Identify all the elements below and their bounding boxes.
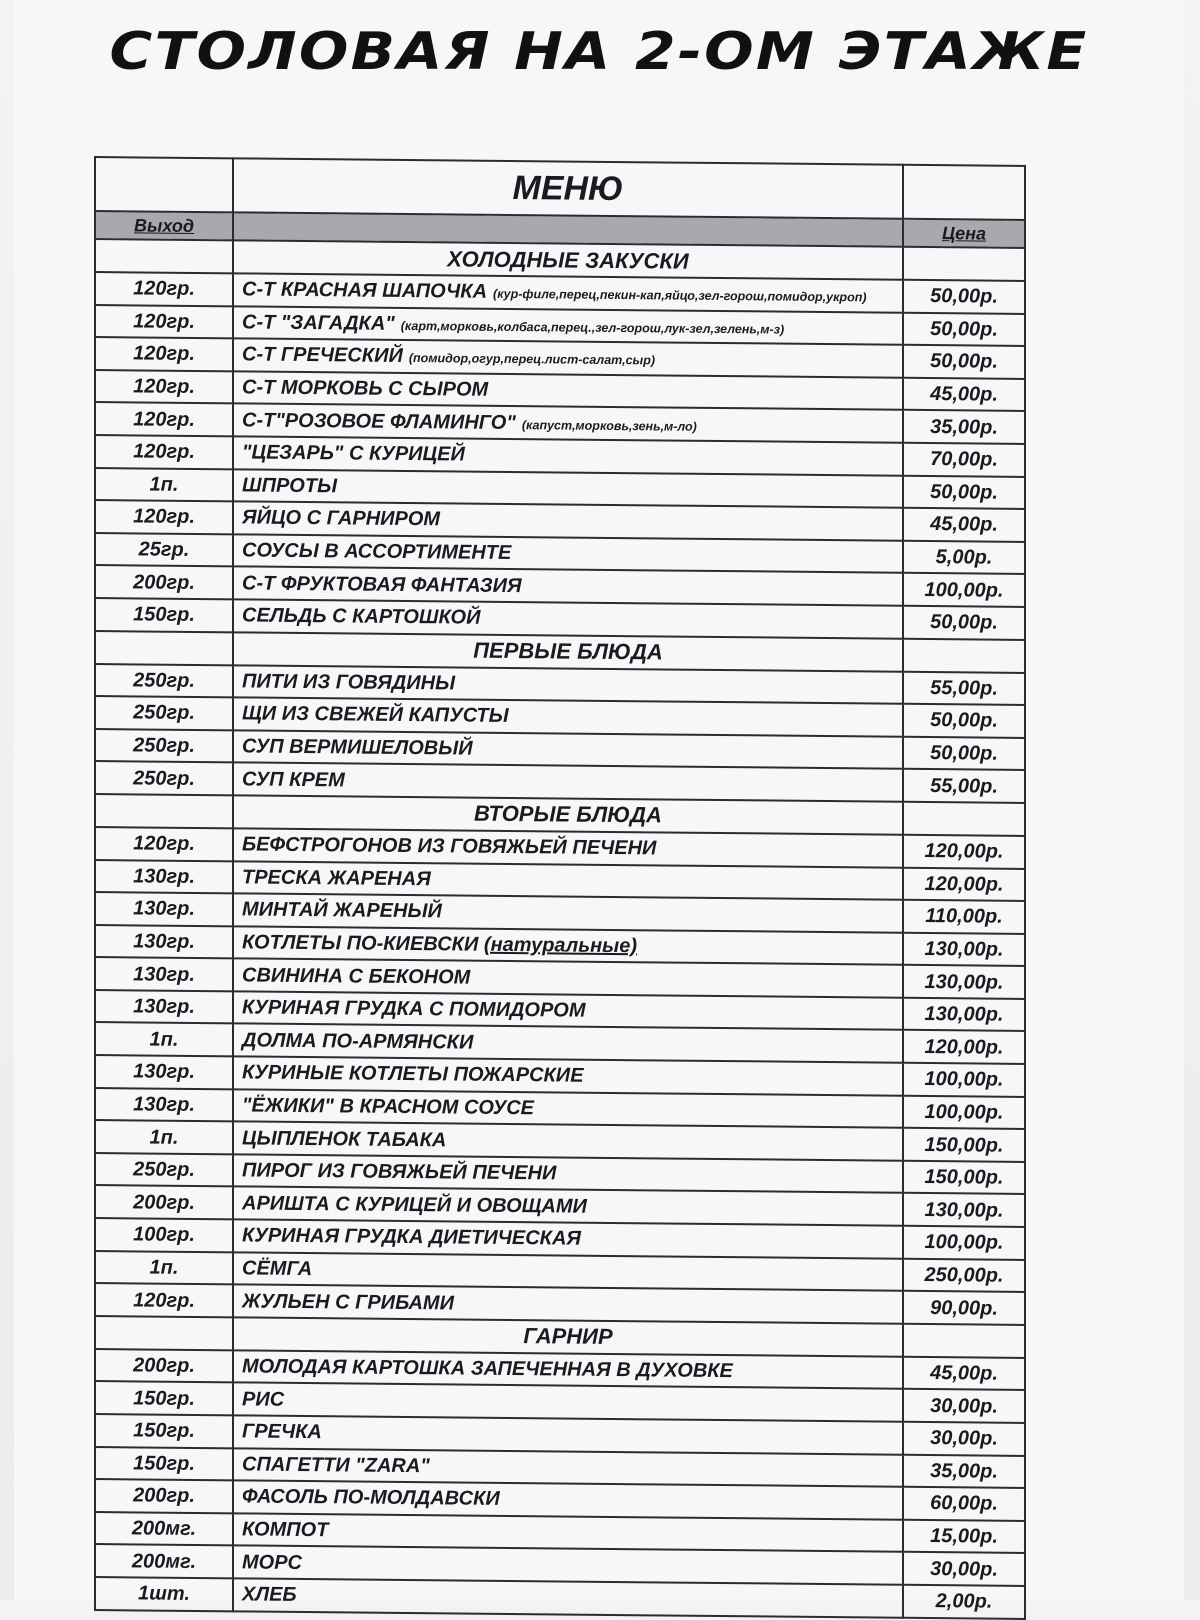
item-output: 120гр. [95, 370, 233, 404]
item-name: КУРИНАЯ ГРУДКА ДИЕТИЧЕСКАЯ [242, 1224, 581, 1251]
menu-title: МЕНЮ [233, 158, 903, 218]
item-output: 200мг. [95, 1544, 233, 1578]
item-name: МОРС [242, 1551, 302, 1574]
item-output: 130гр. [95, 860, 233, 894]
item-price: 120,00р. [903, 835, 1025, 869]
item-output: 120гр. [95, 305, 233, 339]
item-name: ФАСОЛЬ ПО-МОЛДАВСКИ [242, 1485, 500, 1511]
section-title: ГАРНИР [233, 1317, 903, 1356]
section-blank-left [95, 631, 233, 665]
item-price: 50,00р. [903, 475, 1025, 509]
item-name: ЖУЛЬЕН С ГРИБАМИ [242, 1289, 454, 1314]
item-price: 130,00р. [903, 965, 1025, 999]
item-name: С-Т ГРЕЧЕСКИЙ [242, 343, 403, 368]
item-name: МОЛОДАЯ КАРТОШКА ЗАПЕЧЕННАЯ В ДУХОВКЕ [242, 1355, 733, 1383]
paper-sheet [14, 0, 1184, 1613]
item-name: ШПРОТЫ [242, 474, 338, 498]
item-name: КУРИНАЯ ГРУДКА С ПОМИДОРОМ [242, 996, 586, 1022]
item-price: 45,00р. [903, 1357, 1025, 1391]
item-output: 120гр. [95, 272, 233, 306]
item-price: 130,00р. [903, 998, 1025, 1032]
item-name: СУП ВЕРМИШЕЛОВЫЙ [242, 735, 473, 760]
item-ingredients-note: (кур-филе,перец,пекин-кап,яйцо,зел-горош,помидор,укроп) [493, 287, 867, 305]
item-price: 45,00р. [903, 508, 1025, 542]
menu-header-blank-right [903, 165, 1025, 220]
item-dish [233, 1578, 903, 1617]
item-name: ПИРОГ ИЗ ГОВЯЖЬЕЙ ПЕЧЕНИ [242, 1159, 557, 1185]
item-name: РИС [242, 1388, 285, 1411]
item-price: 100,00р. [903, 573, 1025, 607]
item-name: ДОЛМА ПО-АРМЯНСКИ [242, 1029, 474, 1054]
item-price: 50,00р. [903, 736, 1025, 770]
item-price: 100,00р. [903, 1095, 1025, 1129]
item-output: 1п. [95, 1120, 233, 1154]
item-price: 30,00р. [903, 1552, 1025, 1586]
item-price: 100,00р. [903, 1226, 1025, 1260]
section-title: ХОЛОДНЫЕ ЗАКУСКИ [233, 240, 903, 279]
item-output: 130гр. [95, 957, 233, 991]
item-name: СПАГЕТТИ "ZARA" [242, 1453, 430, 1478]
item-output: 130гр. [95, 990, 233, 1024]
item-ingredients-note: (помидор,огур,перец.лист-салат,сыр) [408, 351, 655, 368]
item-name: СУП КРЕМ [242, 768, 345, 792]
item-output: 150гр. [95, 1381, 233, 1415]
item-price: 130,00р. [903, 932, 1025, 966]
item-output: 200гр. [95, 1185, 233, 1219]
item-price: 130,00р. [903, 1193, 1025, 1227]
item-output: 1шт. [95, 1577, 233, 1611]
item-name: С-Т КРАСНАЯ ШАПОЧКА [242, 278, 488, 304]
item-output: 120гр. [95, 827, 233, 861]
item-name: ЩИ ИЗ СВЕЖЕЙ КАПУСТЫ [242, 702, 509, 728]
menu-header-row [95, 157, 1025, 220]
item-price: 50,00р. [903, 704, 1025, 738]
section-blank-left [95, 794, 233, 828]
column-header-price: Цена [903, 219, 1025, 248]
item-price: 60,00р. [903, 1487, 1025, 1521]
item-price: 120,00р. [903, 867, 1025, 901]
item-name: КОТЛЕТЫ ПО-КИЕВСКИ [242, 931, 479, 956]
item-name: ЦЫПЛЕНОК ТАБАКА [242, 1126, 447, 1151]
item-output: 1п. [95, 1251, 233, 1285]
item-price: 50,00р. [903, 312, 1025, 346]
item-price: 50,00р. [903, 280, 1025, 314]
item-name: КОМПОТ [242, 1518, 329, 1542]
item-name: СЁМГА [242, 1257, 313, 1281]
item-output: 120гр. [95, 500, 233, 534]
section-blank-left [95, 239, 233, 273]
item-name: "ЦЕЗАРЬ" С КУРИЦЕЙ [242, 441, 465, 466]
item-price: 2,00р. [903, 1585, 1025, 1619]
item-output: 250гр. [95, 1153, 233, 1187]
item-output: 250гр. [95, 664, 233, 698]
section-title: ВТОРЫЕ БЛЮДА [233, 795, 903, 834]
item-output: 150гр. [95, 1414, 233, 1448]
item-name: БЕФСТРОГОНОВ ИЗ ГОВЯЖЬЕЙ ПЕЧЕНИ [242, 833, 657, 860]
item-price: 5,00р. [903, 541, 1025, 575]
page-title: СТОЛОВАЯ НА 2-ОМ ЭТАЖЕ [109, 22, 1089, 82]
item-name: С-Т"РОЗОВОЕ ФЛАМИНГО" [242, 409, 516, 434]
item-price: 150,00р. [903, 1161, 1025, 1195]
section-blank-right [903, 247, 1025, 281]
item-name: ХЛЕБ [242, 1583, 297, 1607]
section-title: ПЕРВЫЕ БЛЮДА [233, 632, 903, 671]
item-output: 200гр. [95, 565, 233, 599]
item-name: КУРИНЫЕ КОТЛЕТЫ ПОЖАРСКИЕ [242, 1061, 584, 1088]
item-output: 150гр. [95, 598, 233, 632]
item-name: СВИНИНА С БЕКОНОМ [242, 963, 471, 989]
item-output: 250гр. [95, 761, 233, 795]
item-price: 30,00р. [903, 1389, 1025, 1423]
item-price: 30,00р. [903, 1422, 1025, 1456]
item-price: 150,00р. [903, 1128, 1025, 1162]
item-output: 1п. [95, 1022, 233, 1056]
item-output: 200гр. [95, 1479, 233, 1513]
item-ingredients-note: (карт,морковь,колбаса,перец.,зел-горош,лук-зел,зелень,м-з) [400, 318, 785, 337]
item-price: 55,00р. [903, 769, 1025, 803]
item-price: 250,00р. [903, 1258, 1025, 1292]
item-price: 55,00р. [903, 671, 1025, 705]
section-blank-right [903, 802, 1025, 836]
section-blank-right [903, 638, 1025, 672]
item-output: 200мг. [95, 1512, 233, 1546]
item-output: 200гр. [95, 1349, 233, 1383]
item-price: 70,00р. [903, 443, 1025, 477]
item-price: 110,00р. [903, 900, 1025, 934]
item-output: 130гр. [95, 1088, 233, 1122]
item-output: 250гр. [95, 729, 233, 763]
item-name: ЯЙЦО С ГАРНИРОМ [242, 506, 441, 531]
item-name: АРИШТА С КУРИЦЕЙ И ОВОЩАМИ [242, 1192, 587, 1218]
item-output: 1п. [95, 468, 233, 502]
item-name: СОУСЫ В АССОРТИМЕНТЕ [242, 539, 512, 565]
column-header-output: Выход [95, 211, 233, 240]
item-price: 50,00р. [903, 606, 1025, 640]
item-output: 150гр. [95, 1447, 233, 1481]
item-output: 100гр. [95, 1218, 233, 1252]
menu-header-blank-left [95, 157, 233, 212]
item-output: 120гр. [95, 337, 233, 371]
item-output: 250гр. [95, 696, 233, 730]
item-price: 50,00р. [903, 345, 1025, 379]
item-price: 15,00р. [903, 1520, 1025, 1554]
item-output: 120гр. [95, 402, 233, 436]
item-output: 120гр. [95, 1283, 233, 1317]
item-name: СЕЛЬДЬ С КАРТОШКОЙ [242, 604, 481, 629]
section-blank-left [95, 1316, 233, 1350]
item-price: 35,00р. [903, 410, 1025, 444]
section-blank-right [903, 1324, 1025, 1358]
menu-body [95, 157, 1025, 1618]
item-output: 130гр. [95, 925, 233, 959]
item-name: ГРЕЧКА [242, 1420, 322, 1444]
item-name: МИНТАЙ ЖАРЕНЫЙ [242, 898, 442, 923]
menu-table [94, 156, 1026, 1620]
item-name: С-Т МОРКОВЬ С СЫРОМ [242, 376, 489, 401]
item-output: 130гр. [95, 892, 233, 926]
item-price: 35,00р. [903, 1454, 1025, 1488]
item-name: С-Т ФРУКТОВАЯ ФАНТАЗИЯ [242, 572, 522, 597]
item-name: С-Т "ЗАГАДКА" [242, 311, 395, 335]
item-output: 130гр. [95, 1055, 233, 1089]
item-output: 120гр. [95, 435, 233, 469]
item-price: 120,00р. [903, 1030, 1025, 1064]
item-name: ПИТИ ИЗ ГОВЯДИНЫ [242, 670, 456, 695]
item-output: 25гр. [95, 533, 233, 567]
item-underlined-note: (натуральные) [483, 933, 638, 958]
item-price: 100,00р. [903, 1063, 1025, 1097]
item-price: 90,00р. [903, 1291, 1025, 1325]
item-name: "ЁЖИКИ" В КРАСНОМ СОУСЕ [242, 1094, 535, 1120]
item-price: 45,00р. [903, 378, 1025, 412]
item-ingredients-note: (капуст,морковь,зень,м-ло) [521, 417, 697, 434]
item-name: ТРЕСКА ЖАРЕНАЯ [242, 866, 431, 891]
